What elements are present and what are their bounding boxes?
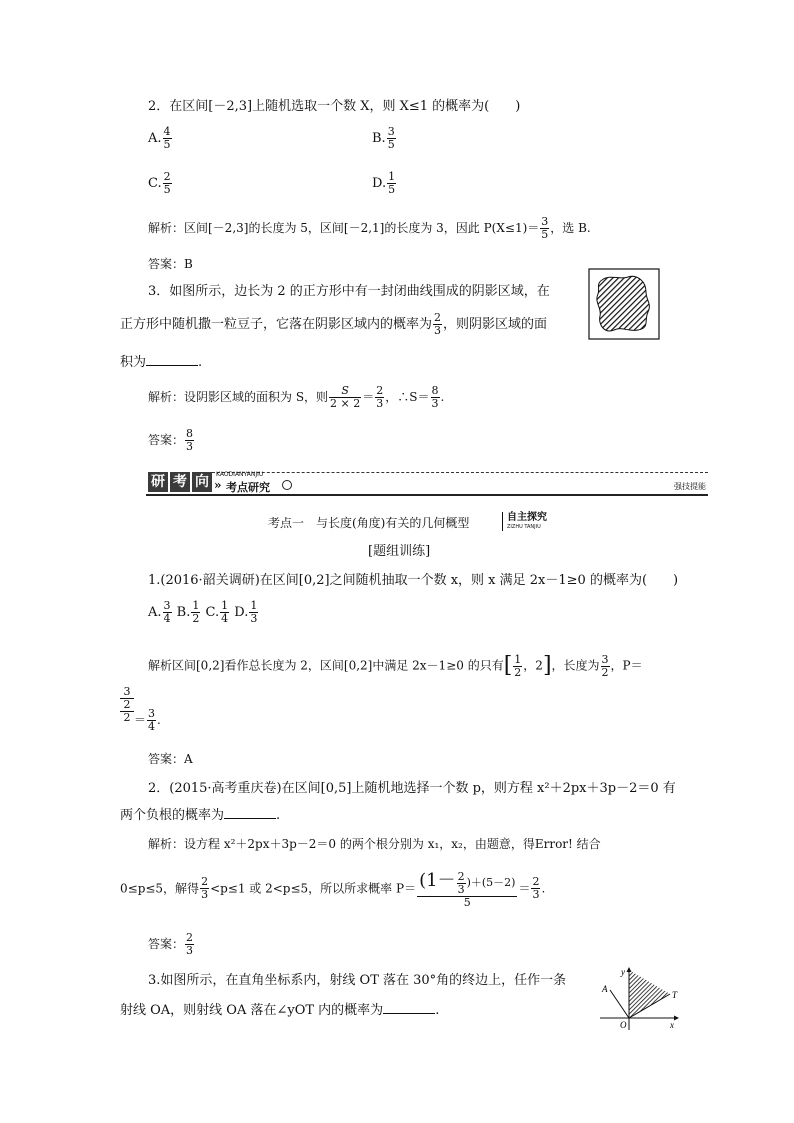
p2-line2: 两个负根的概率为 .: [120, 808, 281, 823]
banner-play-icon: [282, 480, 292, 490]
p1-option-a[interactable]: A. $\frac{3}{4}$: [148, 599, 171, 625]
p1-option-d[interactable]: D. $\frac{1}{3}$: [234, 599, 258, 625]
p3-x-arrow-icon: [674, 1016, 679, 1021]
p2-analysis-1: 解析：设方程 x²＋2px＋3p－2＝0 的两个根分别为 x₁，x₂，由题意，得Error! 结合: [148, 837, 601, 851]
banner-pinyin: KAODIANYANJIU: [216, 471, 264, 478]
q3-line3: 积为 .: [120, 355, 203, 370]
p3-label-t: T: [672, 990, 678, 1000]
p2-answer-blank[interactable]: [224, 806, 276, 819]
section-banner: [146, 472, 708, 496]
q2-option-a[interactable]: A. $\frac{4}{5}$: [148, 125, 171, 151]
banner-arrows-icon: »: [214, 478, 222, 492]
q3-answer-blank[interactable]: [146, 353, 198, 366]
section-subheading: [题组训练]: [368, 544, 431, 559]
q3-line2: 正方形中随机撒一粒豆子，它落在阴影区域内的概率为 $\frac{2}{3}$ ，则阴影区域的面: [120, 311, 548, 337]
p3-figure-axes: [596, 966, 680, 1032]
q3-shaded-region: [597, 276, 650, 331]
p3-answer-blank[interactable]: [383, 1001, 435, 1014]
p1-answer: 答案：A: [148, 752, 193, 766]
p3-label-y: y: [621, 967, 625, 977]
banner-title: 考点研究: [226, 481, 270, 494]
p3-shaded-wedge: [629, 970, 670, 1018]
p1-compound-result: ＝ $\frac{3}{4}$ .: [134, 707, 161, 733]
p3-label-o: O: [620, 1020, 627, 1030]
p2-analysis-2: 0≤p≤5，解得 $\frac{2}{3}$ <p≤1 或 2<p≤5，所以所求概率 P＝ (1－ $\frac{2}{3}$ )＋(5－2) 5 ＝ $\frac{2}{3}$ .: [120, 869, 546, 909]
q3-answer: 答案： $\frac{8}{3}$: [148, 427, 194, 453]
p3-label-a: A: [602, 984, 608, 994]
p3-label-x: x: [670, 1020, 674, 1030]
q3-figure-square: [588, 268, 660, 340]
p3-line1: 3.如图所示，在直角坐标系内，射线 OT 落在 30°角的终边上，任作一条: [148, 973, 567, 988]
p1-stem: 1.(2016·韶关调研)在区间[0,2]之间随机抽取一个数 x，则 x 满足 2x－1≥0 的概率为( ): [148, 573, 679, 588]
banner-right-label: 强技提能: [674, 482, 706, 491]
section-heading: 考点一 与长度(角度)有关的几何概型: [268, 516, 470, 530]
p1-analysis: 解析区间[0,2]看作总长度为 2，区间[0,2]中满足 2x－1≥0 的只有[ $\frac{1}{2}$ ，2]，长度为 $\frac{3}{2}$ ，P＝: [148, 652, 643, 679]
q3-analysis: 解析：设阴影区域的面积为 S，则 $\frac{S}{2 \times 2}$ ＝ $\frac{2}{3}$ ，∴S＝ $\frac{8}{3}$ .: [148, 384, 445, 410]
banner-char-1: 研: [148, 472, 168, 492]
q2-option-b[interactable]: B. $\frac{3}{5}$: [372, 125, 395, 151]
banner-char-2: 考: [170, 472, 190, 492]
q3-line1: 3．如图所示，边长为 2 的正方形中有一封闭曲线围成的阴影区域，在: [148, 284, 550, 299]
q2-option-d[interactable]: D. $\frac{1}{5}$: [372, 170, 396, 196]
section-tag: 自主探究 ZIZHU TANJIU: [502, 512, 547, 531]
q2-option-c[interactable]: C. $\frac{2}{5}$: [148, 170, 171, 196]
p3-line2: 射线 OA，则射线 OA 落在∠yOT 内的概率为 .: [120, 1003, 440, 1018]
q2-stem: 2．在区间[－2,3]上随机选取一个数 X，则 X≤1 的概率为( ): [148, 99, 521, 114]
p2-line1: 2．(2015·高考重庆卷)在区间[0,5]上随机地选择一个数 p，则方程 x²＋2px＋3p－2＝0 有: [148, 781, 676, 796]
p1-option-c[interactable]: C. $\frac{1}{4}$: [205, 599, 229, 625]
p1-compound-fraction: 3 2 2: [120, 686, 134, 724]
q2-analysis: 解析：区间[－2,3]的长度为 5，区间[－2,1]的长度为 3，因此 P(X≤1)＝ $\frac{3}{5}$ ，选 B.: [148, 215, 591, 241]
banner-char-3: 向: [192, 472, 212, 492]
p2-answer: 答案： $\frac{2}{3}$: [148, 931, 194, 957]
p3-ray-oa: [610, 990, 629, 1018]
p1-options: [148, 600, 259, 625]
q2-answer: 答案：B: [148, 257, 193, 271]
p1-option-b[interactable]: B. $\frac{1}{2}$: [176, 599, 200, 625]
p3-y-arrow-icon: [627, 967, 632, 972]
